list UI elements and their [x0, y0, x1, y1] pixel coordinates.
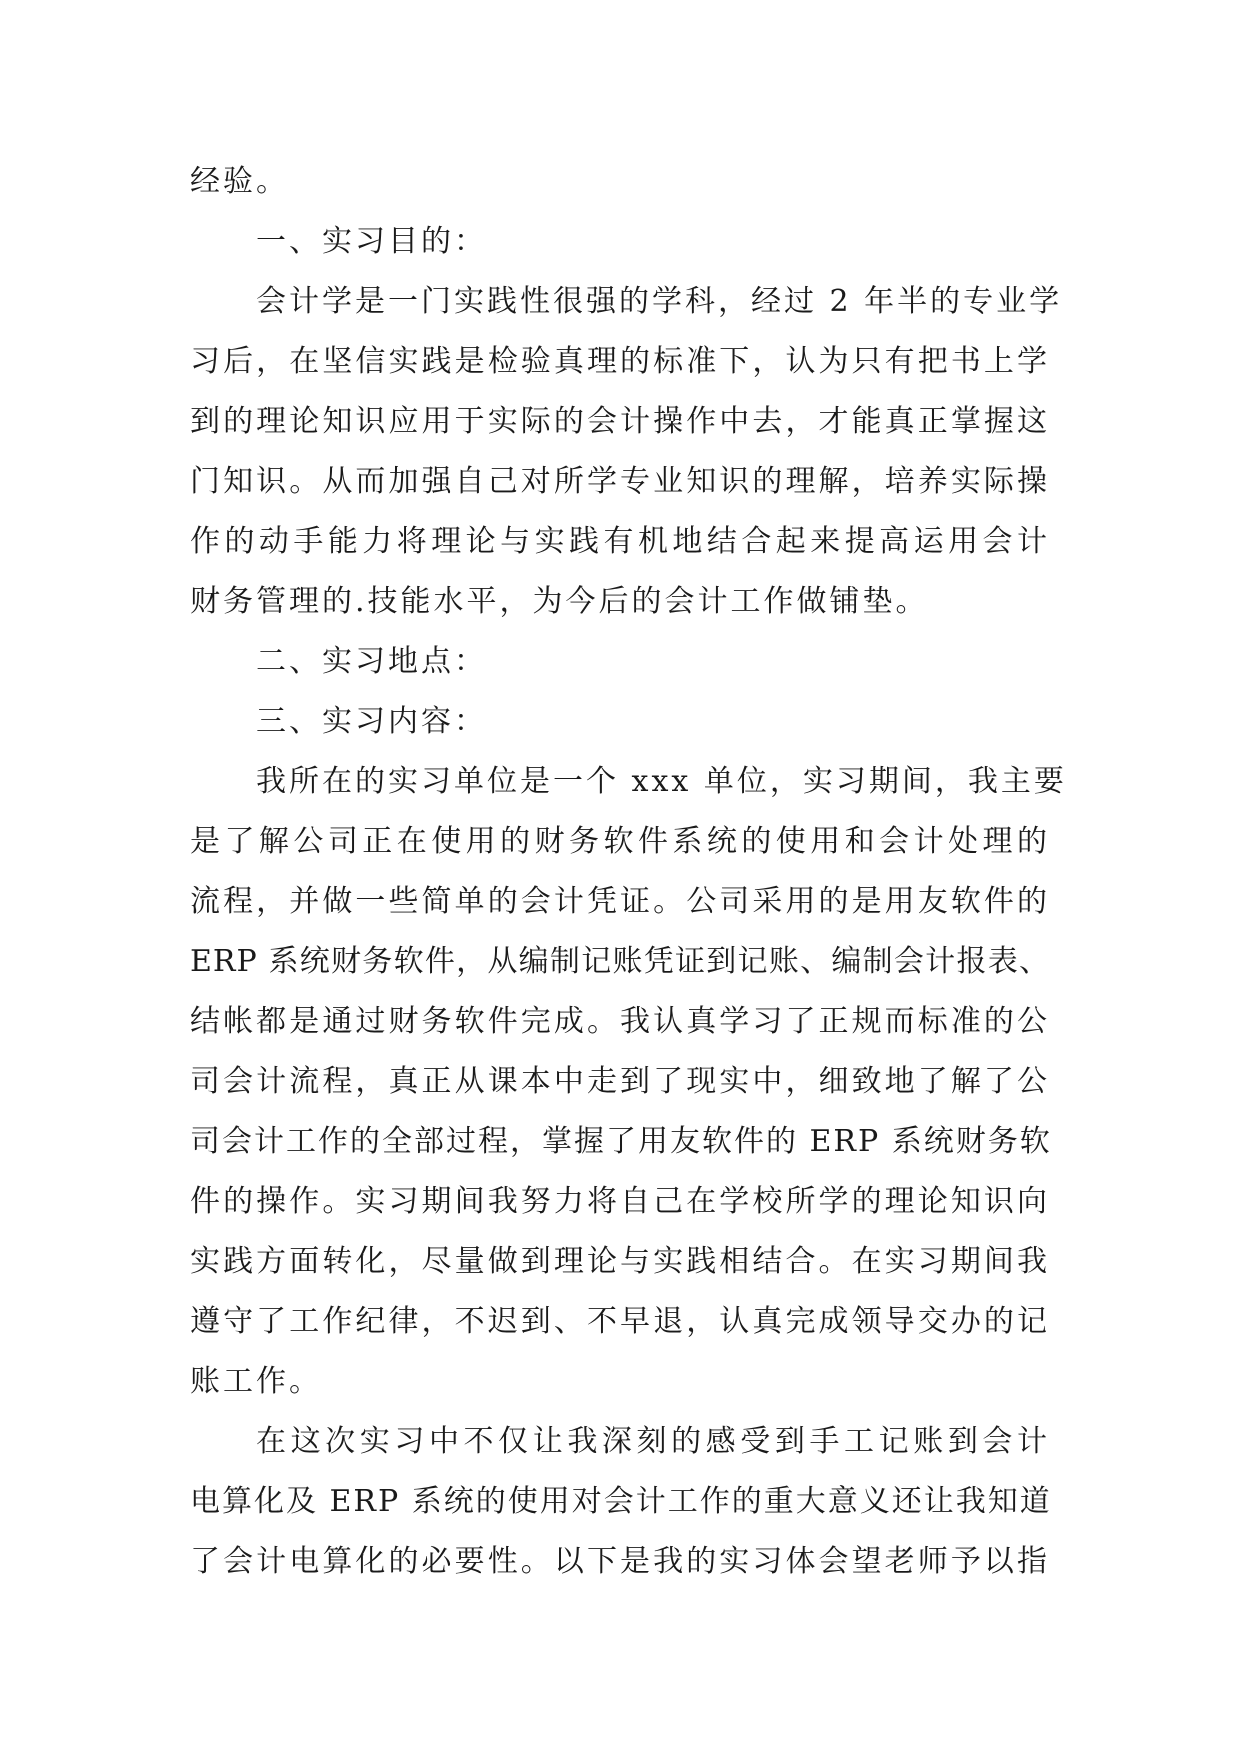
text-line: 三、实习内容： [256, 704, 487, 739]
section-heading-content [190, 692, 1050, 752]
text-line: 遵守了工作纪律，不迟到、不早退，认真完成领导交办的记 [190, 1304, 1050, 1339]
paragraph-reflection [190, 1412, 1050, 1592]
text-line: 在这次实习中不仅让我深刻的感受到手工记账到会计 [256, 1424, 1050, 1459]
paragraph-continuation [190, 152, 1050, 212]
text-line: 财务管理的.技能水平，为今后的会计工作做铺垫。 [190, 584, 929, 619]
text-line: 我所在的实习单位是一个 xxx 单位，实习期间，我主要 [256, 764, 1067, 799]
text-line: 司会计工作的全部过程，掌握了用友软件的 ERP 系统财务软 [190, 1124, 1052, 1159]
text-line: 是了解公司正在使用的财务软件系统的使用和会计处理的 [190, 824, 1050, 859]
text-line: 实践方面转化，尽量做到理论与实践相结合。在实习期间我 [190, 1244, 1050, 1279]
text-line: 结帐都是通过财务软件完成。我认真学习了正规而标准的公 [190, 1004, 1050, 1039]
text-line: 到的理论知识应用于实际的会计操作中去，才能真正掌握这 [190, 404, 1050, 439]
text-line: 二、实习地点： [256, 644, 487, 679]
text-line: 电算化及 ERP 系统的使用对会计工作的重大意义还让我知道 [190, 1484, 1052, 1519]
text-line: 流程，并做一些简单的会计凭证。公司采用的是用友软件的 [190, 884, 1050, 919]
section-heading-purpose [190, 212, 1050, 272]
paragraph-content [190, 752, 1067, 1412]
text-line: 经验。 [190, 164, 289, 199]
text-line: 账工作。 [190, 1364, 322, 1399]
paragraph-purpose [190, 272, 1063, 632]
section-heading-location [190, 632, 1050, 692]
text-line: 会计学是一门实践性很强的学科，经过 2 年半的专业学 [256, 284, 1063, 319]
text-line: 了会计电算化的必要性。以下是我的实习体会望老师予以指 [190, 1544, 1050, 1579]
text-line: 件的操作。实习期间我努力将自己在学校所学的理论知识向 [190, 1184, 1050, 1219]
text-line: 一、实习目的： [256, 224, 487, 259]
document-body [190, 152, 1067, 1592]
text-line: 门知识。从而加强自己对所学专业知识的理解，培养实际操 [190, 464, 1050, 499]
text-line: 司会计流程，真正从课本中走到了现实中，细致地了解了公 [190, 1064, 1050, 1099]
text-line: 作的动手能力将理论与实践有机地结合起来提高运用会计 [190, 524, 1050, 559]
text-line: 习后，在坚信实践是检验真理的标准下，认为只有把书上学 [190, 344, 1050, 379]
text-line: ERP 系统财务软件，从编制记账凭证到记账、编制会计报表、 [190, 944, 1050, 979]
